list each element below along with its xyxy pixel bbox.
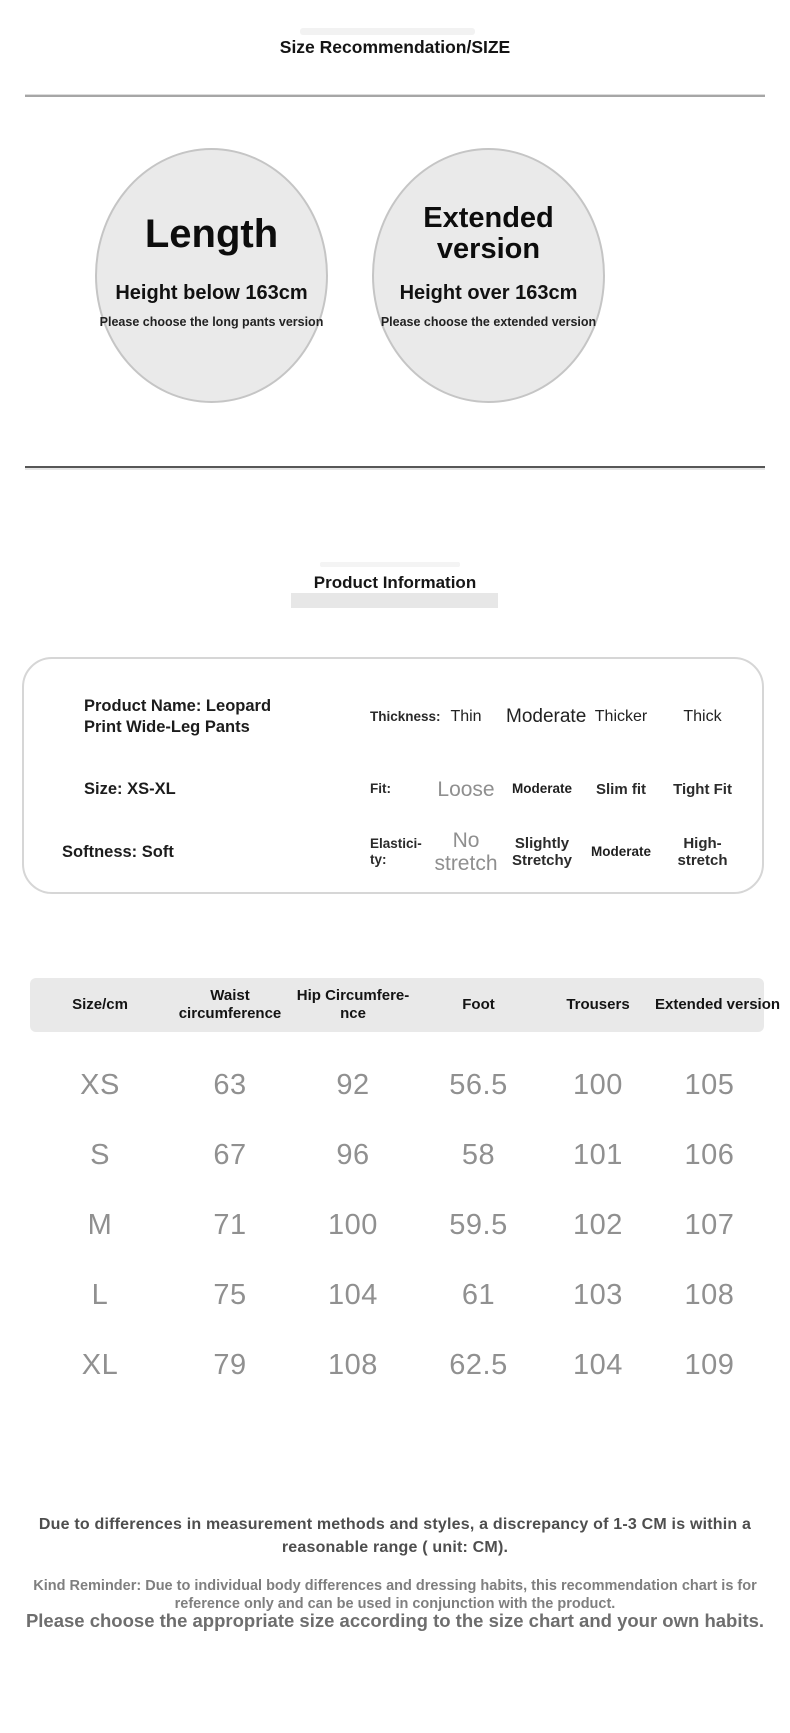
attribute-label: Elastici-ty: [370,836,422,867]
header-cell: Waist circumference [178,987,282,1022]
circle-condition: Height over 163cm [399,282,578,304]
cell-size: S [90,1138,110,1171]
table-row-l [30,1260,764,1330]
option-thick: Thick [683,708,722,725]
circle-title: Length [144,211,279,256]
cell-foot: 56.5 [449,1068,508,1101]
option-tight-fit: Tight Fit [673,780,732,798]
option-loose-selected: Loose [437,777,495,801]
option-thicker: Thicker [594,708,648,725]
cell-extended: 109 [684,1348,735,1381]
cell-foot: 61 [461,1278,496,1311]
circle-condition: Height below 163cm [115,282,308,304]
choose-size-note: Please choose the appropriate size according to the size chart and your own habits. [25,1610,765,1631]
cell-extended: 108 [684,1278,735,1311]
option-no-stretch-selected: No stretch [434,829,498,875]
header-cell: Hip Circumfere-nce [296,987,410,1022]
product-name: Product Name: Leopard Print Wide-Leg Pants [84,697,272,736]
cell-trousers: 100 [573,1068,623,1101]
cell-size: M [87,1208,113,1241]
table-row-m [30,1190,764,1260]
softness: Softness: Soft [62,842,174,861]
kind-reminder-note: Kind Reminder: Due to individual body differences and dressing habits, this recommendation chart is for reference only and can be used in conjunction with the product. [33,1578,757,1612]
attribute-label: Fit: [370,781,391,796]
cell-trousers: 104 [573,1348,623,1381]
product-info-card [22,657,764,894]
cell-waist: 71 [213,1208,247,1241]
cell-hip: 108 [328,1348,378,1381]
option-high-stretch: High-stretch [677,835,728,869]
artifact-smudge [300,28,475,35]
attribute-label: Thickness: [370,709,441,724]
cell-size: L [91,1278,109,1311]
option-moderate: Moderate [511,781,572,796]
cell-hip: 92 [336,1068,370,1101]
cell-waist: 63 [213,1068,247,1101]
cell-hip: 100 [328,1208,378,1241]
cell-waist: 79 [213,1348,247,1381]
header-cell: Extended version [655,996,781,1013]
option-slim-fit: Slim fit [595,780,646,798]
cell-foot: 59.5 [449,1208,508,1241]
artifact-smudge [320,562,460,567]
header-cell: Size/cm [72,996,128,1013]
cell-trousers: 103 [573,1278,623,1311]
cell-trousers: 101 [573,1138,623,1171]
cell-hip: 104 [328,1278,378,1311]
cell-waist: 67 [213,1138,247,1171]
cell-hip: 96 [336,1138,370,1171]
divider-middle [25,466,765,468]
cell-foot: 58 [461,1138,496,1171]
page-title: Size Recommendation/SIZE [279,37,511,57]
header-cell: Trousers [566,996,630,1013]
size-table-header [30,978,781,1032]
circle-title: Extended version [423,202,554,265]
product-info-title: Product Information [313,573,477,592]
cell-size: XS [80,1068,120,1101]
table-row-s [30,1120,764,1190]
title-highlight-bar [291,593,498,608]
table-row-xl [30,1330,764,1400]
cell-waist: 75 [213,1278,247,1311]
cell-trousers: 102 [573,1208,623,1241]
divider-top [25,95,765,97]
extended-version-circle [372,148,605,403]
cell-extended: 105 [684,1068,735,1101]
circle-note: Please choose the extended version [380,315,597,329]
option-thin: Thin [450,708,482,725]
option-moderate-selected: Moderate [506,706,587,727]
cell-extended: 106 [684,1138,735,1171]
info-row-elasticity [24,814,741,890]
circle-note: Please choose the long pants version [99,315,324,329]
table-row-xs [30,1050,764,1120]
size-range: Size: XS-XL [84,779,176,798]
measurement-discrepancy-note: Due to differences in measurement methods and styles, a discrepancy of 1-3 CM is within a reasonable range ( unit: CM). [38,1516,752,1556]
option-moderate: Moderate [590,844,651,859]
size-table-body [30,1050,764,1400]
cell-size: XL [81,1348,119,1381]
length-version-circle [95,148,328,403]
cell-foot: 62.5 [449,1348,508,1381]
header-cell: Foot [462,996,495,1013]
option-slightly-stretchy: Slightly Stretchy [511,835,573,869]
cell-extended: 107 [684,1208,735,1241]
info-row-thickness [24,679,741,755]
